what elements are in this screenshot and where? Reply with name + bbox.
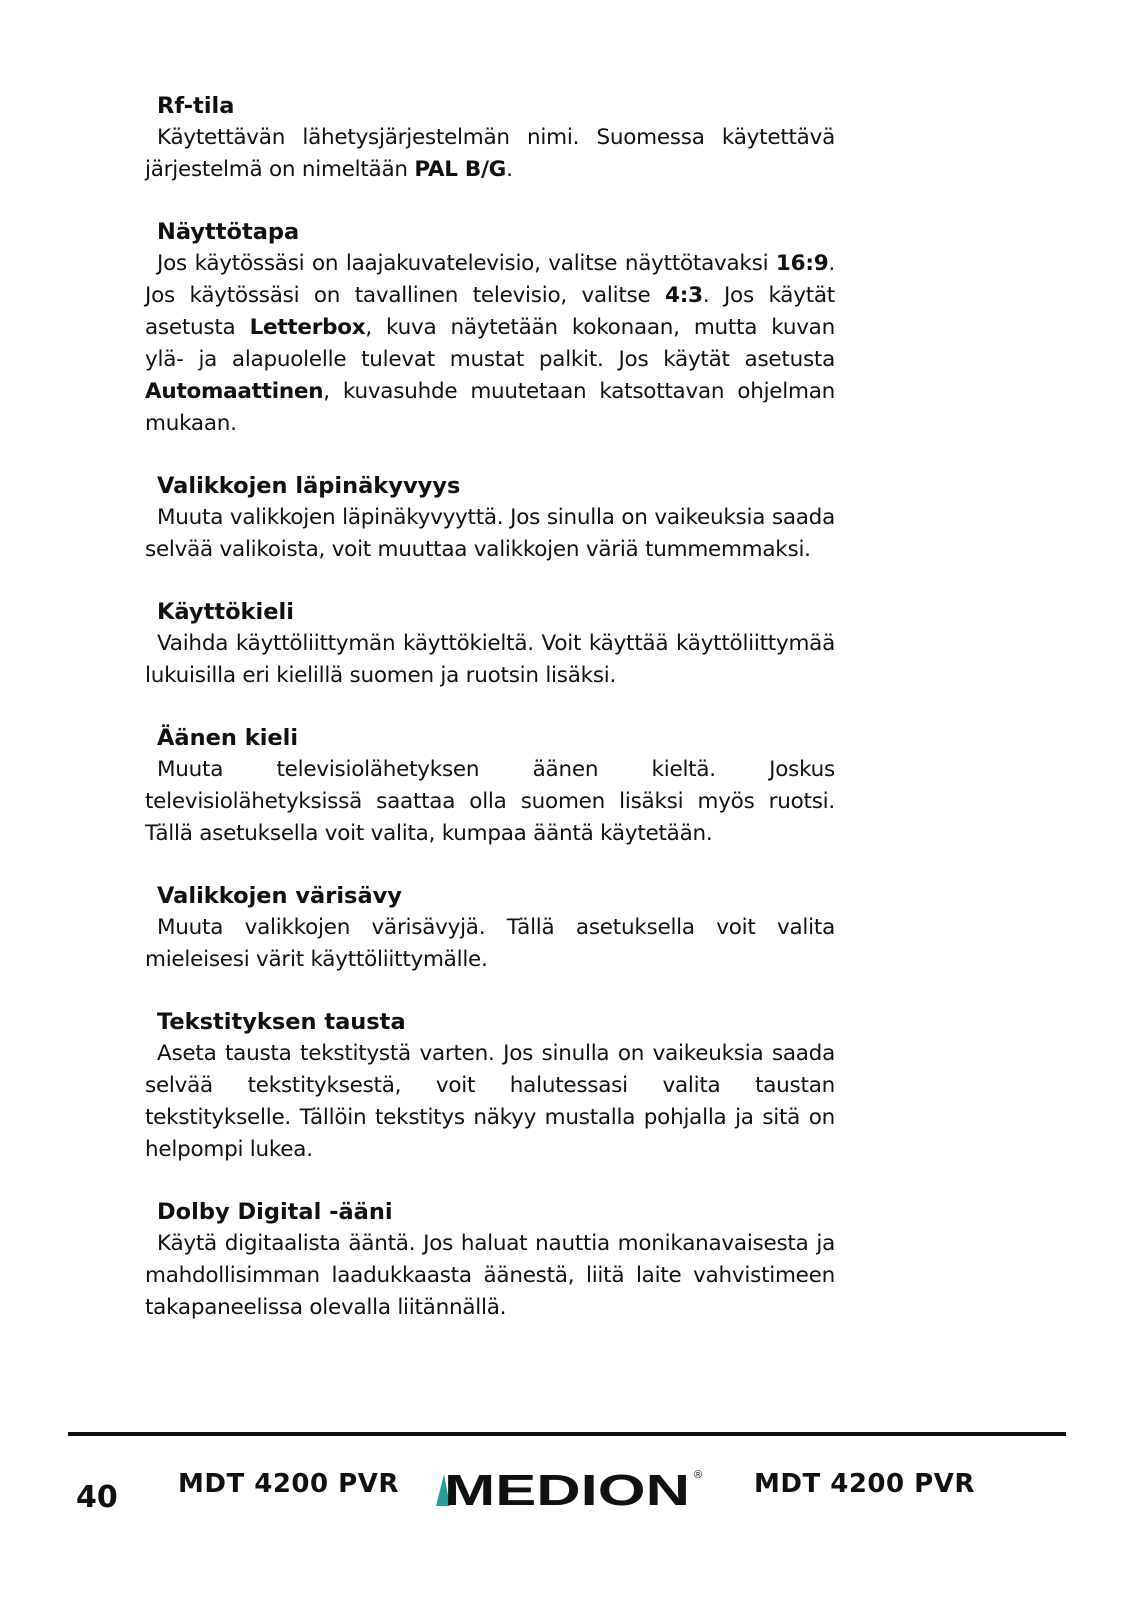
setting-description [145,502,835,566]
setting-description [145,1228,835,1324]
setting-description [145,1038,835,1166]
setting-section [145,90,835,186]
setting-section [145,596,835,692]
setting-section [145,1196,835,1324]
model-name-right: MDT 4200 PVR [754,1469,975,1499]
setting-section [145,470,835,566]
emphasized-value: Automaattinen [145,379,324,404]
setting-heading: Äänen kieli [157,725,299,751]
emphasized-value: Letterbox [249,315,366,340]
settings-descriptions [145,90,835,1324]
setting-description [145,628,835,692]
description-text: . Jos käytössäsi on tavallinen televisio, valitse [145,251,835,308]
footer-divider [68,1432,1066,1436]
description-text: Muuta valikkojen värisävyjä. Tällä asetuksella voit valita mieleisesi värit käyttöliittymälle. [145,915,835,972]
setting-description [145,122,835,186]
medion-logo [436,1466,708,1508]
page-number: 40 [76,1480,118,1515]
description-text: Käytä digitaalista ääntä. Jos haluat nauttia monikanavaisesta ja mahdollisimman laadukkaasta äänestä, liitä laite vahvistimeen takapaneelissa olevalla liitännällä. [145,1231,835,1320]
setting-description [145,754,835,850]
setting-section [145,722,835,850]
description-text: , kuvasuhde muutetaan katsottavan ohjelman mukaan. [145,379,835,436]
emphasized-value: 4:3 [665,283,703,308]
setting-description [145,248,835,440]
registered-mark: ® [694,1469,703,1481]
setting-heading: Dolby Digital -ääni [157,1199,393,1225]
description-text: Vaihda käyttöliittymän käyttökieltä. Voit käyttää käyttöliittymää lukuisilla eri kielillä suomen ja ruotsin lisäksi. [145,631,835,688]
model-name-left: MDT 4200 PVR [178,1469,399,1499]
description-text: Jos käytössäsi on laajakuvatelevisio, valitse näyttötavaksi [157,251,776,276]
description-text: Muuta televisiolähetyksen äänen kieltä. Joskus televisiolähetyksissä saattaa olla suomen lisäksi myös ruotsi. Tällä asetuksella voit valita, kumpaa ääntä käytetään. [145,757,835,846]
setting-heading: Rf-tila [157,93,235,119]
setting-heading: Valikkojen värisävy [157,883,402,909]
emphasized-value: PAL B/G [414,157,507,182]
setting-section [145,216,835,440]
main-content [145,90,835,1354]
setting-heading: Käyttökieli [157,599,294,625]
setting-section [145,880,835,976]
setting-heading: Tekstityksen tausta [157,1009,406,1035]
description-text: Käytettävän lähetysjärjestelmän nimi. Suomessa käytettävä järjestelmä on nimeltään [145,125,835,182]
logo-wordmark: MEDION [444,1466,690,1508]
emphasized-value: 16:9 [775,251,829,276]
setting-heading: Valikkojen läpinäkyvyys [157,473,461,499]
description-text: , kuva näytetään kokonaan, mutta kuvan ylä- ja alapuolelle tulevat mustat palkit. Jos käytät asetusta [145,315,835,372]
setting-heading: Näyttötapa [157,219,300,245]
description-text: Muuta valikkojen läpinäkyvyyttä. Jos sinulla on vaikeuksia saada selvää valikoista, voit muuttaa valikkojen väriä tummemmaksi. [145,505,835,562]
description-text: . [506,157,513,182]
setting-section [145,1006,835,1166]
description-text: . Jos käytät asetusta [145,283,835,340]
description-text: Aseta tausta tekstitystä varten. Jos sinulla on vaikeuksia saada selvää tekstityksestä, voit halutessasi valita taustan tekstitykselle. Tällöin tekstitys näkyy mustalla pohjalla ja sitä on helpompi lukea. [145,1041,835,1162]
setting-description [145,912,835,976]
